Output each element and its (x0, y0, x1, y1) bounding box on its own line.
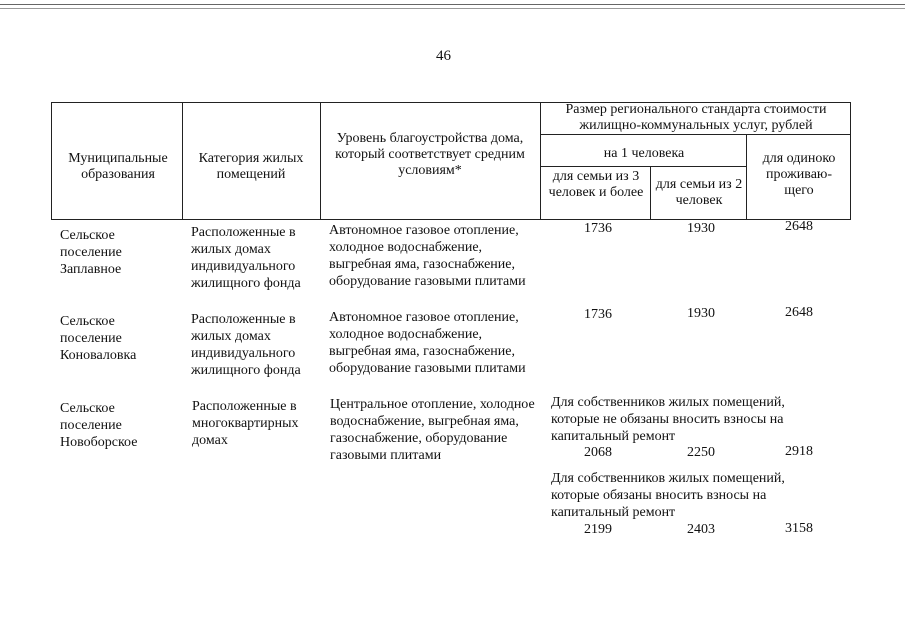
header-municipality: Муниципальные образования (68, 151, 168, 182)
top-border-line-2 (0, 8, 905, 9)
row3-note1: Для собственников жилых помещений, которые не обязаны вносить взносы на капитальный ремонт (551, 395, 785, 444)
row2-municipality: Сельское поселение Коноваловка (60, 314, 137, 363)
header-per-person: на 1 человека (603, 146, 685, 161)
row1-family3: 1736 (584, 221, 612, 236)
top-border-line (0, 4, 905, 5)
row1-municipality: Сельское поселение Заплавное (60, 228, 122, 277)
header-category: Категория жилых помещений (198, 151, 304, 182)
row3-note2-family2: 2403 (687, 522, 715, 537)
page-number: 46 (436, 48, 451, 64)
row3-note1-single: 2918 (785, 444, 813, 459)
row1-family2: 1930 (687, 221, 715, 236)
row1-category: Расположенные в жилых домах индивидуального жилищного фонда (191, 225, 301, 291)
row2-family3: 1736 (584, 307, 612, 322)
row2-amenity: Автономное газовое отопление, холодное водоснабжение, выгребная яма, газоснабжение, оборудование газовыми плитами (329, 310, 526, 376)
row3-note2-family3: 2199 (584, 522, 612, 537)
row3-amenity: Центральное отопление, холодное водоснабжение, выгребная яма, газоснабжение, оборудование газовыми плитами (330, 397, 535, 463)
header-family3: для семьи из 3 человек и более (548, 169, 644, 200)
row2-category: Расположенные в жилых домах индивидуального жилищного фонда (191, 312, 301, 378)
row1-amenity: Автономное газовое отопление, холодное водоснабжение, выгребная яма, газоснабжение, оборудование газовыми плитами (329, 223, 526, 289)
header-standard: Размер регионального стандарта стоимости жилищно-коммунальных услуг, рублей (565, 102, 827, 133)
row3-category: Расположенные в многоквартирных домах (192, 399, 299, 448)
row2-family2: 1930 (687, 306, 715, 321)
row2-single: 2648 (785, 305, 813, 320)
row3-note1-family2: 2250 (687, 445, 715, 460)
row3-note2-single: 3158 (785, 521, 813, 536)
header-amenity: Уровень благоустройства дома, который соответствует средним условиям* (335, 131, 525, 178)
row3-municipality: Сельское поселение Новоборское (60, 401, 138, 450)
row3-note2: Для собственников жилых помещений, которые обязаны вносить взносы на капитальный ремонт (551, 471, 785, 520)
row3-note1-family3: 2068 (584, 445, 612, 460)
row1-single: 2648 (785, 219, 813, 234)
header-family2: для семьи из 2 человек (655, 177, 743, 208)
header-single: для одиноко проживаю-щего (762, 151, 836, 198)
